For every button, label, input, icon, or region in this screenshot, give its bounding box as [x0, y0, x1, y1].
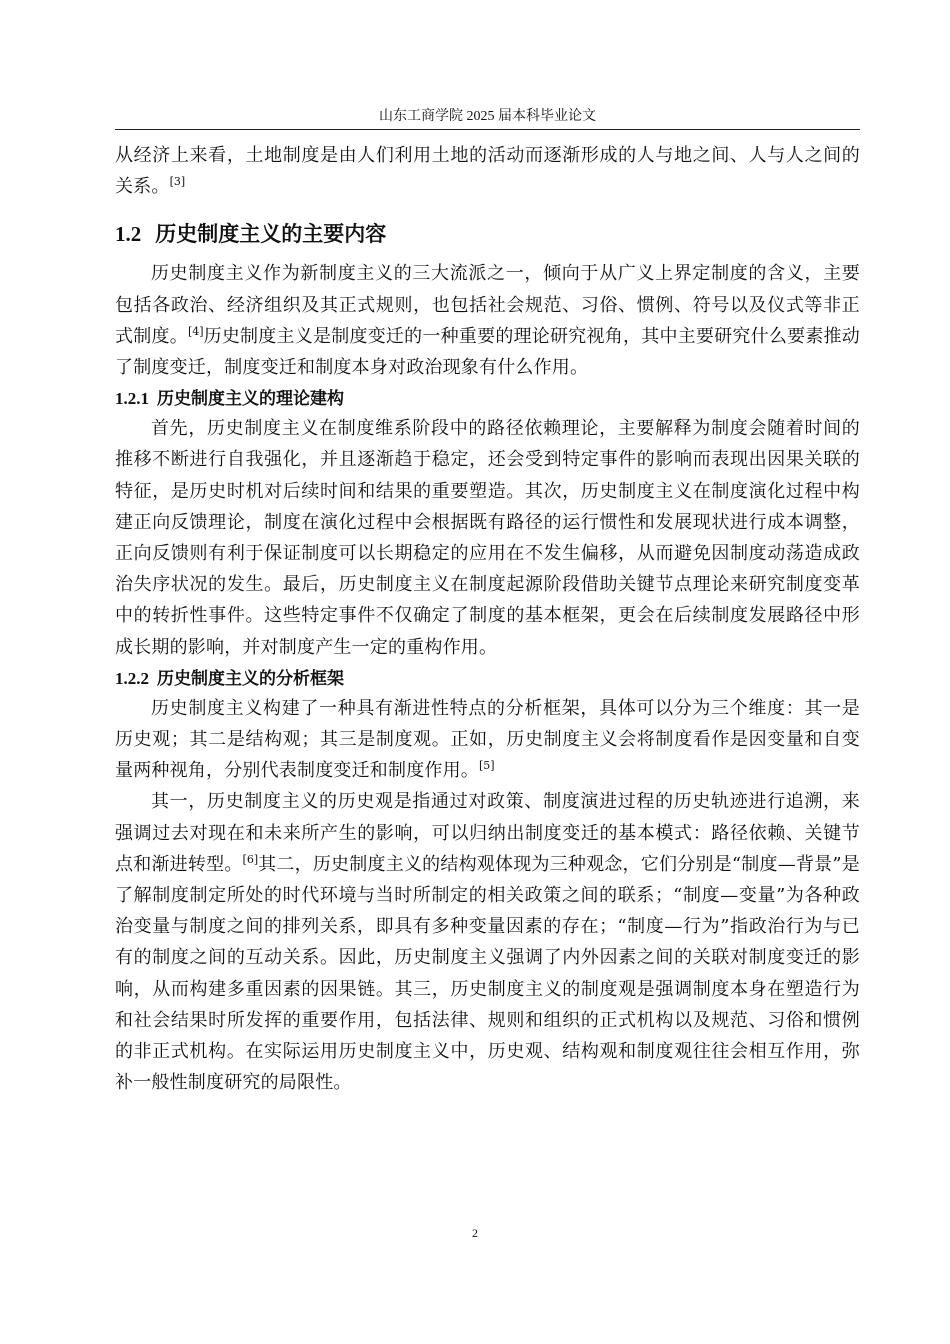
- subsection-title-text: 历史制度主义的分析框架: [157, 668, 344, 689]
- subsection-number: 1.2.2: [115, 668, 149, 688]
- paragraph-text: 历史制度主义作为新制度主义的三大流派之一，倾向于从广义上界定制度的含义，主要包括各政治、经济组织及其正式规则，也包括社会规范、习俗、惯例、符号以及仪式等非正式制度。: [115, 263, 860, 347]
- citation-5: [5]: [479, 759, 495, 773]
- citation-4: [4]: [187, 324, 204, 338]
- section-1-2-paragraph: [115, 258, 860, 383]
- intro-text: 从经济上来看，土地制度是由人们利用土地的活动而逐渐形成的人与地之间、人与人之间的关系。: [115, 145, 860, 198]
- section-title-text: 历史制度主义的主要内容: [155, 221, 387, 247]
- paragraph-text: 首先，历史制度主义在制度维系阶段中的路径依赖理论，主要解释为制度会随着时间的推移不断进行自我强化，并且逐渐趋于稳定，还会受到特定事件的影响而表现出因果关联的特征，是历史时机对后续时间和结果的重要塑造。其次，历史制度主义在制度演化过程中构建正向反馈理论，制度在演化过程中会根据既有路径的运行惯性和发展现状进行成本调整，正向反馈则有利于保证制度可以长期稳定的应用在不发生偏移，从而避免因制度动荡造成政治失序状况的发生。最后，历史制度主义在制度起源阶段借助关键节点理论来研究制度变革中的转折性事件。这些特定事件不仅确定了制度的基本框架，更会在后续制度发展路径中形成长期的影响，并对制度产生一定的重构作用。: [115, 418, 860, 658]
- running-header: 山东工商学院 2025 届本科毕业论文: [379, 109, 596, 124]
- subsection-title-text: 历史制度主义的理论建构: [157, 389, 344, 410]
- page-body: [115, 140, 860, 1098]
- section-heading-1-2: [115, 219, 860, 249]
- paragraph-text: 其二，历史制度主义的结构观体现为三种观念，它们分别是“制度—背景”是了解制度制定所处的时代环境与当时所制定的相关政策之间的联系；“制度—变量”为各种政治变量与制度之间的排列关系，即具有多种变量因素的存在；“制度—行为”指政治行为与已有的制度之间的互动关系。因此，历史制度主义强调了内外因素之间的关联对制度变迁的影响，从而构建多重因素的因果链。其三，历史制度主义的制度观是强调制度本身在塑造行为和社会结果时所发挥的重要作用，包括法律、规则和组织的正式机构以及规范、习俗和惯例的非正式机构。在实际运用历史制度主义中，历史观、结构观和制度观往往会相互作用，弥补一般性制度研究的局限性。: [115, 853, 861, 1094]
- header-rule: [115, 129, 860, 130]
- section-1-2-1-paragraph: [115, 413, 860, 663]
- page-number: 2: [472, 1226, 478, 1240]
- subsection-heading-1-2-2: [115, 667, 860, 691]
- intro-paragraph: [115, 140, 860, 202]
- section-1-2-2-paragraph-2: [115, 786, 860, 1098]
- paragraph-text: 历史制度主义构建了一种具有渐进性特点的分析框架，具体可以分为三个维度：其一是历史观；其二是结构观；其三是制度观。正如，历史制度主义会将制度看作是因变量和自变量两种视角，分别代表制度变迁和制度作用。: [115, 697, 860, 782]
- subsection-heading-1-2-1: [115, 387, 860, 411]
- subsection-number: 1.2.1: [115, 389, 149, 409]
- section-1-2-2-paragraph-1: [115, 693, 860, 787]
- paragraph-text: 其一，历史制度主义的历史观是指通过对政策、制度演进过程的历史轨迹进行追溯，来强调过去对现在和未来所产生的影响，可以归纳出制度变迁的基本模式：路径依赖、关键节点和渐进转型。: [115, 791, 860, 875]
- citation-3: [3]: [169, 175, 186, 189]
- paragraph-text: 历史制度主义是制度变迁的一种重要的理论研究视角，其中主要研究什么要素推动了制度变迁，制度变迁和制度本身对政治现象有什么作用。: [115, 325, 860, 379]
- section-number: 1.2: [115, 222, 142, 247]
- citation-6: [6]: [242, 852, 259, 866]
